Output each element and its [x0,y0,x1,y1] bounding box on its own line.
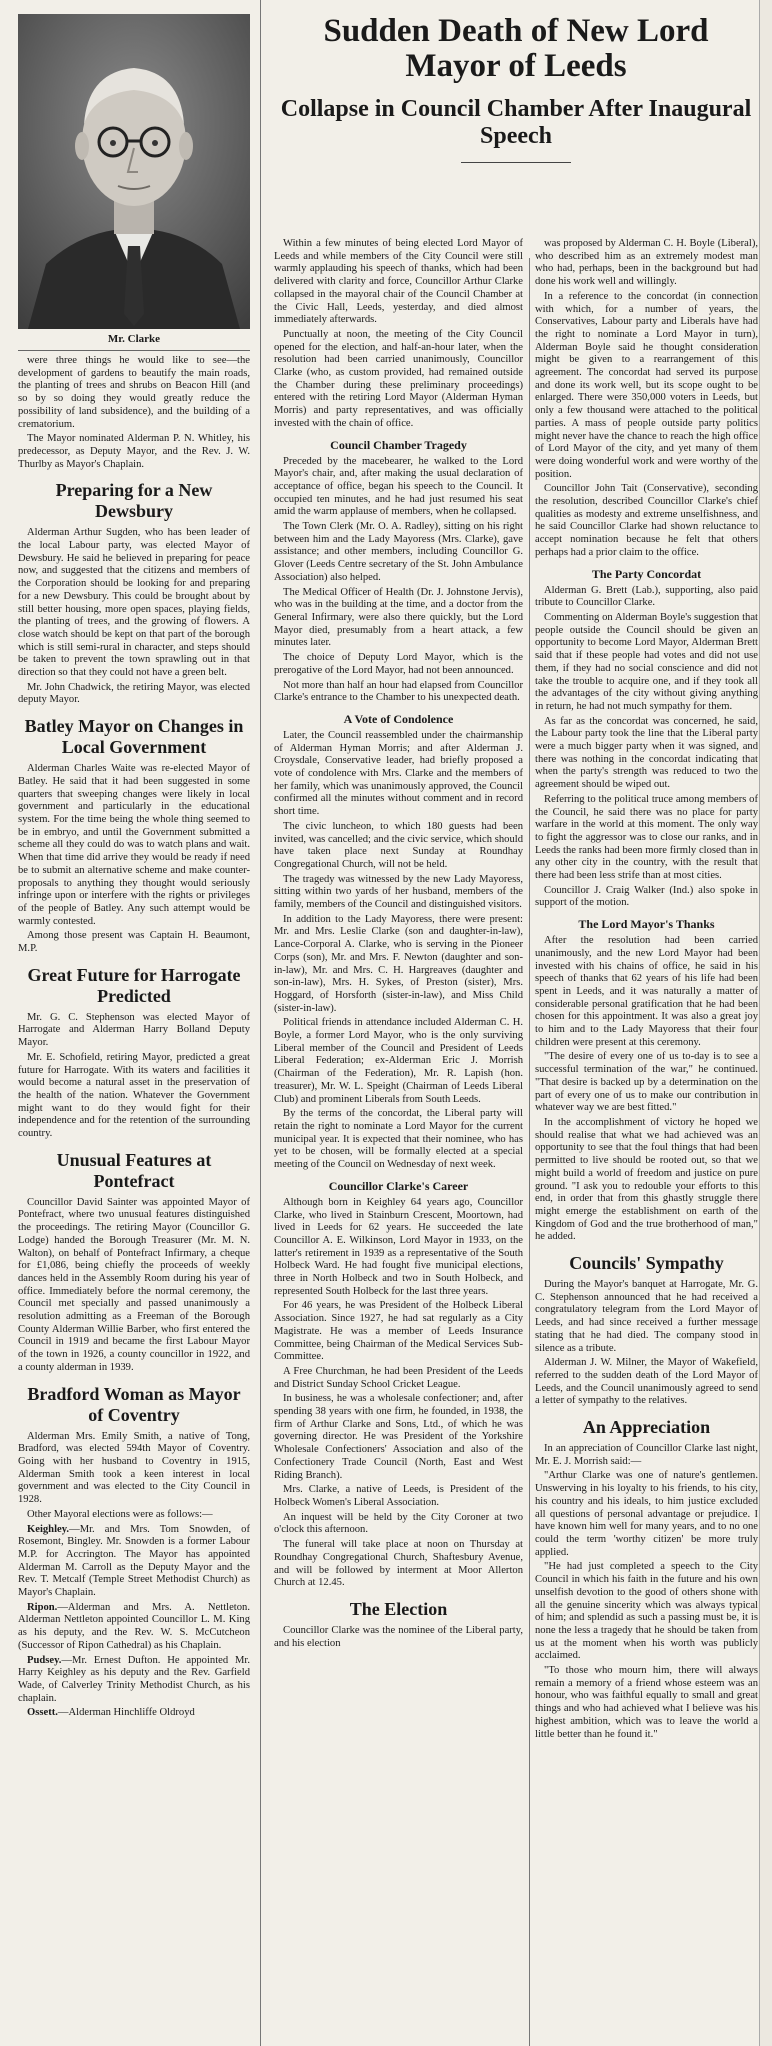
paragraph: Mr. E. Schofield, retiring Mayor, predicted a great future for Harrogate. With its waters and facilities it would become a natural asset in the preservation of the health of the nation. Whatever the Government might want to do they would fight for their independence and for the retention of the surrounding country. [18,1051,250,1140]
paragraph: For 46 years, he was President of the Holbeck Liberal Association. Since 1927, he had sat regularly as a City Magistrate. He was a member of Leeds Insurance Committee, being Chairman of the Medical Services Sub-Committee. [274,1300,523,1363]
right-column-body [535,238,758,1741]
entry-town: Ossett. [27,1707,58,1719]
paragraph: During the Mayor's banquet at Harrogate, Mr. G. C. Stephenson announced that he had received a congratulatory telegram from the Lord Mayor of Leeds, and had since received a further message stating that he had died. The company stood in silence as a tribute. [535,1279,758,1354]
paragraph: The Mayor nominated Alderman P. N. Whitley, his predecessor, as Deputy Mayor, and the Rev. J. W. Thurlby as Mayor's Chaplain. [18,433,250,470]
paragraph: Councillor J. Craig Walker (Ind.) also spoke in support of the motion. [535,884,758,909]
paragraph: The Town Clerk (Mr. O. A. Radley), sitting on his right between him and the Lady Mayoress (Mrs. Clarke), gave assistance; and other members, including Councillor G. Glover (Leeds Centre secretary of the St. John Ambulance Association) also helped. [274,521,523,583]
election-entry [18,1602,250,1653]
paragraph: An inquest will be held by the City Coroner at two o'clock this afternoon. [274,1511,523,1536]
adjacent-page-edge [759,0,772,2046]
paragraph: After the resolution had been carried unanimously, and the new Lord Mayor had been invested with his chains of office, he said in his speech of thanks that 62 years of his life had been spent in Leeds, and it was naturally a matter of considerable personal gratification that he had been chosen for this appointment. It was also a great joy to him and to the Lady Mayoress that their four children were present at this ceremony. [535,935,758,1048]
entry-text: —Alderman Hinchliffe Oldroyd [57,1707,195,1719]
election-entry [18,1707,250,1720]
paragraph: In the accomplishment of victory he hoped we should realise that what we had achieved was an opportunity to see that the foul things that had been permitted to live should be rooted out, so that we might build a world of freedom and justice on pure ground. "I ask you to redouble your efforts to this end, in order that from this ghastly struggle there might emerge the establishment on earth of the Kingdom of God and the true brotherhood of man," he added. [535,1117,758,1243]
paragraph: was proposed by Alderman C. H. Boyle (Liberal), who described him as an extremely modest man who had, perhaps, been in the background but had done his work well and willingly. [535,238,758,288]
paragraph: Political friends in attendance included Alderman C. H. Boyle, a former Lord Mayor, who is the only surviving Liberal member of the Council and President of Leeds Liberal Federation; ex-Alderman Eric J. Morrish (Chairman of the Federation), Mr. R. Lapish (hon. treasurer), Mr. W. L. Speight (Chairman of Leeds Liberal Club) and prominent Liberals from South Leeds. [274,1017,523,1105]
paragraph: Commenting on Alderman Boyle's suggestion that people outside the Council should be given an opportunity to become Lord Mayor, Alderman Brett said that if these people had votes and did not use them, if they had no social conscience and did not take the trouble to acquire one, and if they took all the advantages of the city without giving anything in return, he had not much sympathy for them. [535,611,758,712]
paragraph: The funeral will take place at noon on Thursday at Roundhay Congregational Church, Shaftesbury Avenue, and will be followed by interment at Moor Allerton Church at 12.45. [274,1539,523,1589]
paragraph: Not more than half an hour had elapsed from Councillor Clarke's entrance to the Chamber to his unexpected death. [274,679,523,704]
section-heading: Bradford Woman as Mayor of Coventry [27,1383,241,1425]
section-heading: Preparing for a New Dewsbury [55,480,213,522]
paragraph: Within a few minutes of being elected Lord Mayor of Leeds and while members of the City Council were still warmly applauding his speech of thanks, which had been delivered with clarity and force, Councillor Arthur Clarke collapsed in the mayoral chair of the Council Chamber at the Civic Hall, Leeds, yesterday, and died almost immediately afterwards. [274,238,523,326]
paragraph: Referring to the political truce among members of the Council, he said there was no place for party warfare in the world at this moment. The only way to fight the aggressor was to close our ranks, and in Leeds the ranks had been more firmly closed than in any other city in the country, with the result that there had been less strife than at most cities. [535,793,758,882]
paragraph: The Medical Officer of Health (Dr. J. Johnstone Jervis), who was in the building at the time, and a doctor from the General Infirmary, were also there quickly, but the Lord Mayor died, presumably from a heart attack, a few minutes later. [274,586,523,649]
paragraph: Alderman Mrs. Emily Smith, a native of Tong, Bradford, was elected 594th Mayor of Coventry. Going with her husband to Coventry in 1915, Alderman Smith took a keen interest in local government and was elected to the City Council in 1928. [18,1430,250,1506]
paragraph: Alderman Charles Waite was re-elected Mayor of Batley. He said that it had been suggested in some quarters that sweeping changes were likely in local government and particularly in the educational system. For the time being the whole thing seemed to be in embryo, and until the Government submitted a scheme all they could do was to watch plans and wait. When that time did arrive they would be ready if need be to submit an alternative scheme and make counter-proposals to anything they thought would seriously infringe upon or interfere with the rights or privileges of the people of Batley. Any such attempt would be warmly contested. [18,763,250,927]
headline: Sudden Death of New Lord Mayor of Leeds [323,13,709,84]
right-column [535,238,758,2046]
section-heading: The Election [349,1598,448,1619]
paragraph: In a reference to the concordat (in connection with which, for a number of years, the Conservatives, Labour party and Liberals have had the right to nominate a Lord Mayor in turn), Alderman Boyle said he thought consideration might be given to a rearrangement of this agreement. The concordat had served its purpose and done its work well, but its scope ought to be enlarged. There were 350,000 voters in Leeds, but only a few thousand were attached to the political parties. A mass of people outside party politics might never have the chance to reach the high office of Lord Mayor of the city, and yet many of them were doing wonderful work and were worthy of the position. [535,290,758,480]
entry-town: Ripon. [27,1601,58,1613]
paragraph: In business, he was a wholesale confectioner; and, after spending 38 years with one firm, he founded, in 1938, the firm of Arthur Clarke and Sons, Ltd., of which he was governing director. He was President of the Yorkshire Wholesale Confectioners' Association and also of the Confectionery Trade Council (North, East and West Riding Branch). [274,1393,523,1481]
entry-text: —Mr. and Mrs. Tom Snowden, of Rosemont, Bingley. Mr. Snowden is a former Labour M.P. for Accrington. The Mayor has appointed Alderman M. Carroll as the Deputy Mayor and the Rev. T. Metcalf (Temple Street Methodist Church) as Mayor's Chaplain. [18,1523,250,1599]
paragraph: "The desire of every one of us to-day is to see a successful termination of the war," he continued. "That desire is backed up by a determination on the part of every one of us to make our contribution in whatever way we are best fitted." [535,1051,758,1114]
headline-block [274,14,758,163]
election-entry [18,1655,250,1706]
paragraph: Alderman J. W. Milner, the Mayor of Wakefield, referred to the sudden death of the Lord Mayor of Leeds, and the Council unanimously agreed to send a letter of sympathy to the relatives. [535,1357,758,1407]
paragraph: Although born in Keighley 64 years ago, Councillor Clarke, who lived in Stainburn Crescent, Moortown, had lived in Leeds for 62 years. He succeeded the late Councillor A. E. Wilkinson, Lord Mayor in 1933, on the latter's retirement in 1939 as a representative of the South Holbeck Ward. He had fought five municipal elections, three in North Holbeck and two in South Holbeck, and represented South Holbeck for the last three years. [274,1196,523,1297]
paragraph: "To those who mourn him, there will always remain a memory of a friend whose esteem was an honour, who was faithful equally to small and great things and who had achieved what I believe was his highest ambition, which was to leave the world a little better than he found it." [535,1665,758,1740]
paragraph: "Arthur Clarke was one of nature's gentlemen. Unswerving in his loyalty to his friends, to his city, his country and his ideals, to him justice excluded all questions of personal advantage or prejudice. I have known him well for many years, and to no one could the term 'worthy citizen' be more truly applied. [535,1470,758,1558]
paragraph: The tragedy was witnessed by the new Lady Mayoress, sitting within two yards of her husband, members of the family, members of the Council and distinguished visitors. [274,873,523,911]
subheadline: Collapse in Council Chamber After Inaugural Speech [280,96,752,149]
section-heading: Great Future for Harrogate Predicted [27,964,241,1006]
entry-text: —Mr. Ernest Dufton. He appointed Mr. Harry Keighley as his deputy and the Rev. Garfield Wade, of Calverley Trinity Methodist Church, as his chaplain. [18,1654,250,1704]
section-heading: Councils' Sympathy [569,1253,724,1274]
paragraph: The choice of Deputy Lord Mayor, which is the prerogative of the Lord Mayor, had not been announced. [274,652,523,676]
column-rule [260,0,261,2046]
photo-caption: Mr. Clarke [18,329,250,351]
paragraph: The civic luncheon, to which 180 guests had been invited, was cancelled; and the civic service, which should have taken place next Sunday at Roundhay Congregational Church, will not be held. [274,820,523,870]
paragraph: Later, the Council reassembled under the chairmanship of Alderman Hyman Morris; and after Alderman J. Croysdale, Conservative leader, had briefly proposed a vote of condolence with Mrs. Clarke and the members of her family, which was unanimously approved, the Council confirmed all the minutes without comment and in record short time. [274,729,523,818]
paragraph: Councillor John Tait (Conservative), seconding the resolution, described Councillor Clarke's chief qualities as modesty and extreme unselfishness, and he said Councillor Clarke had shown reluctance to accept nomination because he felt that others perhaps had a prior claim to the office. [535,483,758,558]
election-entry [18,1524,250,1600]
paragraph: In addition to the Lady Mayoress, there were present: Mr. and Mrs. Leslie Clarke (son and daughter-in-law), Lance-Corporal A. Clarke, who is serving in the Pioneer Corps (son), Mr. and Mrs. F. Newton (daughter and son-in-law), Mr. and Mrs. C. H. Hargreaves (daughter and son-in-law), Mrs. H. Sykes, of Preston (sister), Mrs. Hoggard, of Horsforth (sister-in-law), and Miss Child (sister-in-law). [274,913,523,1014]
section-heading: Council Chamber Tragedy [330,437,467,452]
paragraph: Other Mayoral elections were as follows:— [27,1508,213,1520]
portrait-photo [18,14,250,329]
paragraph: Punctually at noon, the meeting of the City Council opened for the election, and half-an-hour later, when the resolution had been carried unanimously, Councillor Clarke (who, as custom provided, had remained outside the Chamber during these preliminary proceedings) entered with the retiring Lord Mayor (Alderman Hyman Morris) and party representatives, and was officially invested with the chain of office. [274,328,523,429]
paragraph: "He had just completed a speech to the City Council in which his faith in the future and his own unselfish devotion to the good of others shone with all the genuine sincerity which was always typical of him; and splendid as such a passing must be, it is none the less a tragedy that he should be taken from us at the moment when his worth was publicly acclaimed. [535,1561,758,1662]
middle-column [274,238,523,2046]
section-heading: Batley Mayor on Changes in Local Government [24,716,244,758]
section-heading: An Appreciation [582,1417,711,1438]
paragraph: Mr. John Chadwick, the retiring Mayor, was elected deputy Mayor. [18,681,250,706]
middle-column-body [274,238,523,1650]
left-column [18,0,250,2046]
left-column-body [18,355,250,1720]
section-heading: A Vote of Condolence [343,711,454,726]
paragraph: By the terms of the concordat, the Liberal party will retain the right to nominate a Lord Mayor for the current municipal year. It is expected that their nominee, who has yet to be chosen, will be formally elected at a special meeting of the Council on Wednesday of next week. [274,1108,523,1171]
headline-divider [461,162,571,163]
paragraph: Mrs. Clarke, a native of Leeds, is President of the Holbeck Women's Liberal Association. [274,1484,523,1508]
paragraph: were three things he would like to see—the development of gardens to beautify the main roads, the planting of trees and shrubs on Beacon Hill (and so by so doing they would greatly reduce the possibility of land subsidence), and the building of a crematorium. [18,355,250,430]
paragraph: Councillor David Sainter was appointed Mayor of Pontefract, where two unusual features distinguished the proceedings. The retiring Mayor (Councillor G. Lodge) handed the Borough Treasurer (Mr. M. N. Walton), on behalf of Pontefract Infirmary, a cheque for £1,086, being chiefly the proceeds of weekly dances held in the Assembly Room during his year of office. Immediately before the normal ceremony, the Council met specially and passed unanimously a resolution admitting as a Freeman of the Borough County Alderman Willie Barber, who first entered the Council in 1919 and became the first Labour Mayor of the town in 1926, a county councillor in 1922, and a county alderman in 1939. [18,1196,250,1373]
paragraph: As far as the concordat was concerned, he said, the Labour party took the line that the Liberal party were a much bigger party when it was signed, and there was nothing in the concordat indicating that when the party's strength was reduced to two the agreement should be wiped out. [535,715,758,791]
paragraph: A Free Churchman, he had been President of the Leeds and District Sunday School Cricket League. [274,1365,523,1390]
entry-text: —Alderman and Mrs. A. Nettleton. Alderman Nettleton appointed Councillor L. M. King as his deputy, and the Rev. W. S. McCutcheon (Successor of Ripon Cathedral) as his Chaplain. [18,1601,250,1651]
section-heading: Unusual Features at Pontefract [56,1149,212,1191]
entry-town: Keighley. [27,1523,70,1535]
section-heading: The Party Concordat [591,566,702,581]
column-rule [529,258,530,2046]
paragraph: Alderman Arthur Sugden, who has been leader of the local Labour party, was elected Mayor of Dewsbury. He said he believed in preparing for peace now, and suggested that the citizens and members of the Corporation should be looking for and preparing for a new Dewsbury. This could be brought about by still better housing, more open spaces, playing fields, the planting of trees, and the growing of flowers. A close watch should be kept on that part of the borough which is still semi-rural in character, and steps should be taken to prevent the town sprawling out in that direction so that they could not have a green belt. [18,527,250,679]
section-heading: Councillor Clarke's Career [328,1178,469,1193]
paragraph: Mr. G. C. Stephenson was elected Mayor of Harrogate and Alderman Harry Bolland Deputy Mayor. [18,1011,250,1049]
paragraph: Councillor Clarke was the nominee of the Liberal party, and his election [274,1624,523,1649]
paragraph: In an appreciation of Councillor Clarke last night, Mr. E. J. Morrish said:— [535,1443,758,1467]
paragraph: Among those present was Captain H. Beaumont, M.P. [18,930,250,955]
entry-town: Pudsey. [27,1654,62,1666]
paragraph: Alderman G. Brett (Lab.), supporting, also paid tribute to Councillor Clarke. [535,584,758,609]
section-heading: The Lord Mayor's Thanks [578,917,715,932]
portrait-illustration [18,14,250,329]
paragraph: Preceded by the macebearer, he walked to the Lord Mayor's chair, and, after making the usual declaration of acceptance of office, began his speech to the Council. It occupied ten minutes, and he had just resumed his seat amid the warm applause of members, when he collapsed. [274,455,523,518]
